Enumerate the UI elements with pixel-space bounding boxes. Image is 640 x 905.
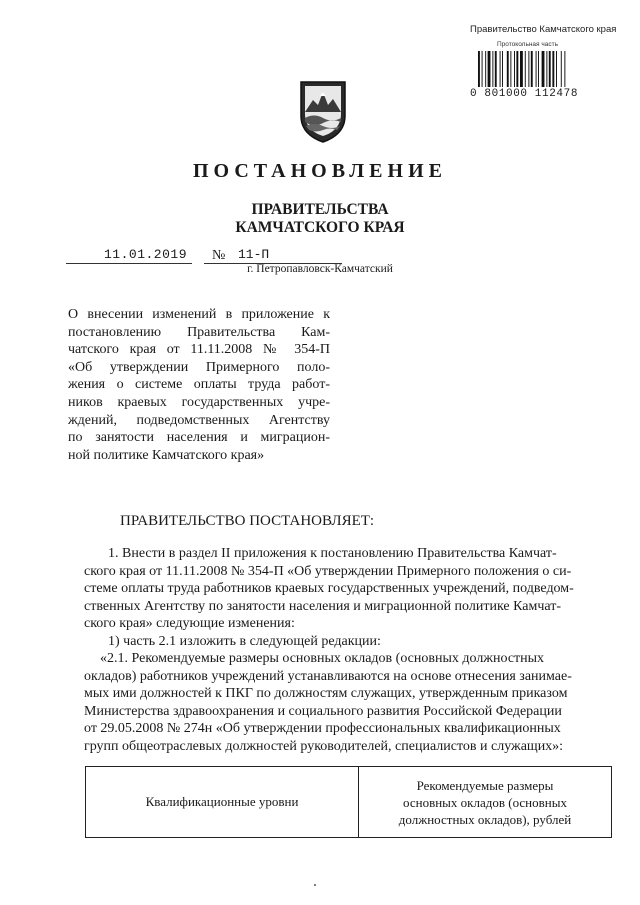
stamp-organization: Правительство Камчатского края [470, 24, 617, 35]
table-header-qualification-levels: Квалификационные уровни [86, 767, 359, 838]
body-line: «2.1. Рекомендуемые размеры основных окладов (основных должностных [100, 651, 545, 666]
document-date: 11.01.2019 [104, 247, 188, 262]
document-number: 11-П [238, 247, 270, 262]
subject-line: по занятости населения и миграцион- [68, 430, 330, 446]
body-line: ского края» следующие изменения: [84, 616, 295, 631]
subject-line: ной политике Камчатского края» [68, 447, 265, 463]
body-line: стеме оплаты труда работников краевых государственных учреждений, подведом- [84, 581, 574, 596]
table-header-row [86, 767, 612, 838]
body-line: 1) часть 2.1 изложить в следующей редакции: [108, 633, 381, 649]
body-line: ского края от 11.11.2008 № 354-П «Об утверждении Примерного положения о си- [84, 563, 572, 579]
barcode-image [477, 49, 601, 91]
body-line: Министерства здравоохранения и социального развития Российской Федерации [84, 703, 562, 719]
body-line: мых ими должностей к ПКГ по должностям служащих, утвержденным приказом [84, 686, 568, 701]
header-text-line: основных окладов (основных [403, 794, 567, 810]
subject-line: постановлению Правительства Кам- [68, 324, 330, 340]
number-sign: № [212, 248, 226, 263]
issuer-line-2: КАМЧАТСКОГО КРАЯ [235, 219, 405, 236]
issue-city: г. Петропавловск-Камчатский [247, 263, 393, 275]
subject-line: чатского края от 11.11.2008 № 354-П [68, 342, 330, 358]
kamchatka-emblem-icon [297, 78, 349, 144]
header-text-line: должностных окладов), рублей [398, 811, 572, 827]
scan-speck [314, 884, 316, 886]
issuer-line-1: ПРАВИТЕЛЬСТВА [251, 201, 389, 218]
subject-line: «Об утверждении Примерного поло- [68, 359, 330, 375]
document-body [84, 545, 613, 755]
body-line: групп общеотраслевых должностей руководителей, специалистов и служащих»: [84, 738, 564, 754]
stamp-subtitle: Протокольная часть [497, 41, 558, 48]
document-subject [68, 306, 330, 464]
subject-line: ждений, подведомственных Агентству [68, 412, 330, 428]
subject-line: ников краевых государственных учре- [68, 394, 330, 410]
table-header-salary-sizes [359, 767, 612, 838]
body-line: 1. Внести в раздел II приложения к постановлению Правительства Камчат- [108, 546, 557, 561]
body-line: окладов) работников учреждений устанавливаются на основе отнесения занимае- [84, 668, 572, 684]
decree-heading: ПРАВИТЕЛЬСТВО ПОСТАНОВЛЯЕТ: [120, 513, 375, 529]
subject-line: жения о системе оплаты труда работ- [68, 377, 330, 393]
body-line: от 29.05.2008 № 274н «Об утверждении профессиональных квалификационных [84, 721, 561, 736]
barcode-number: 0 801000 112478 [470, 88, 579, 100]
body-line: ственных Агентству по занятости населения и миграционной политике Камчат- [84, 598, 562, 614]
salary-table [85, 766, 612, 838]
document-type-title: ПОСТАНОВЛЕНИЕ [193, 160, 447, 182]
subject-line: О внесении изменений в приложение к [68, 307, 330, 322]
header-text-line: Рекомендуемые размеры [416, 777, 554, 793]
